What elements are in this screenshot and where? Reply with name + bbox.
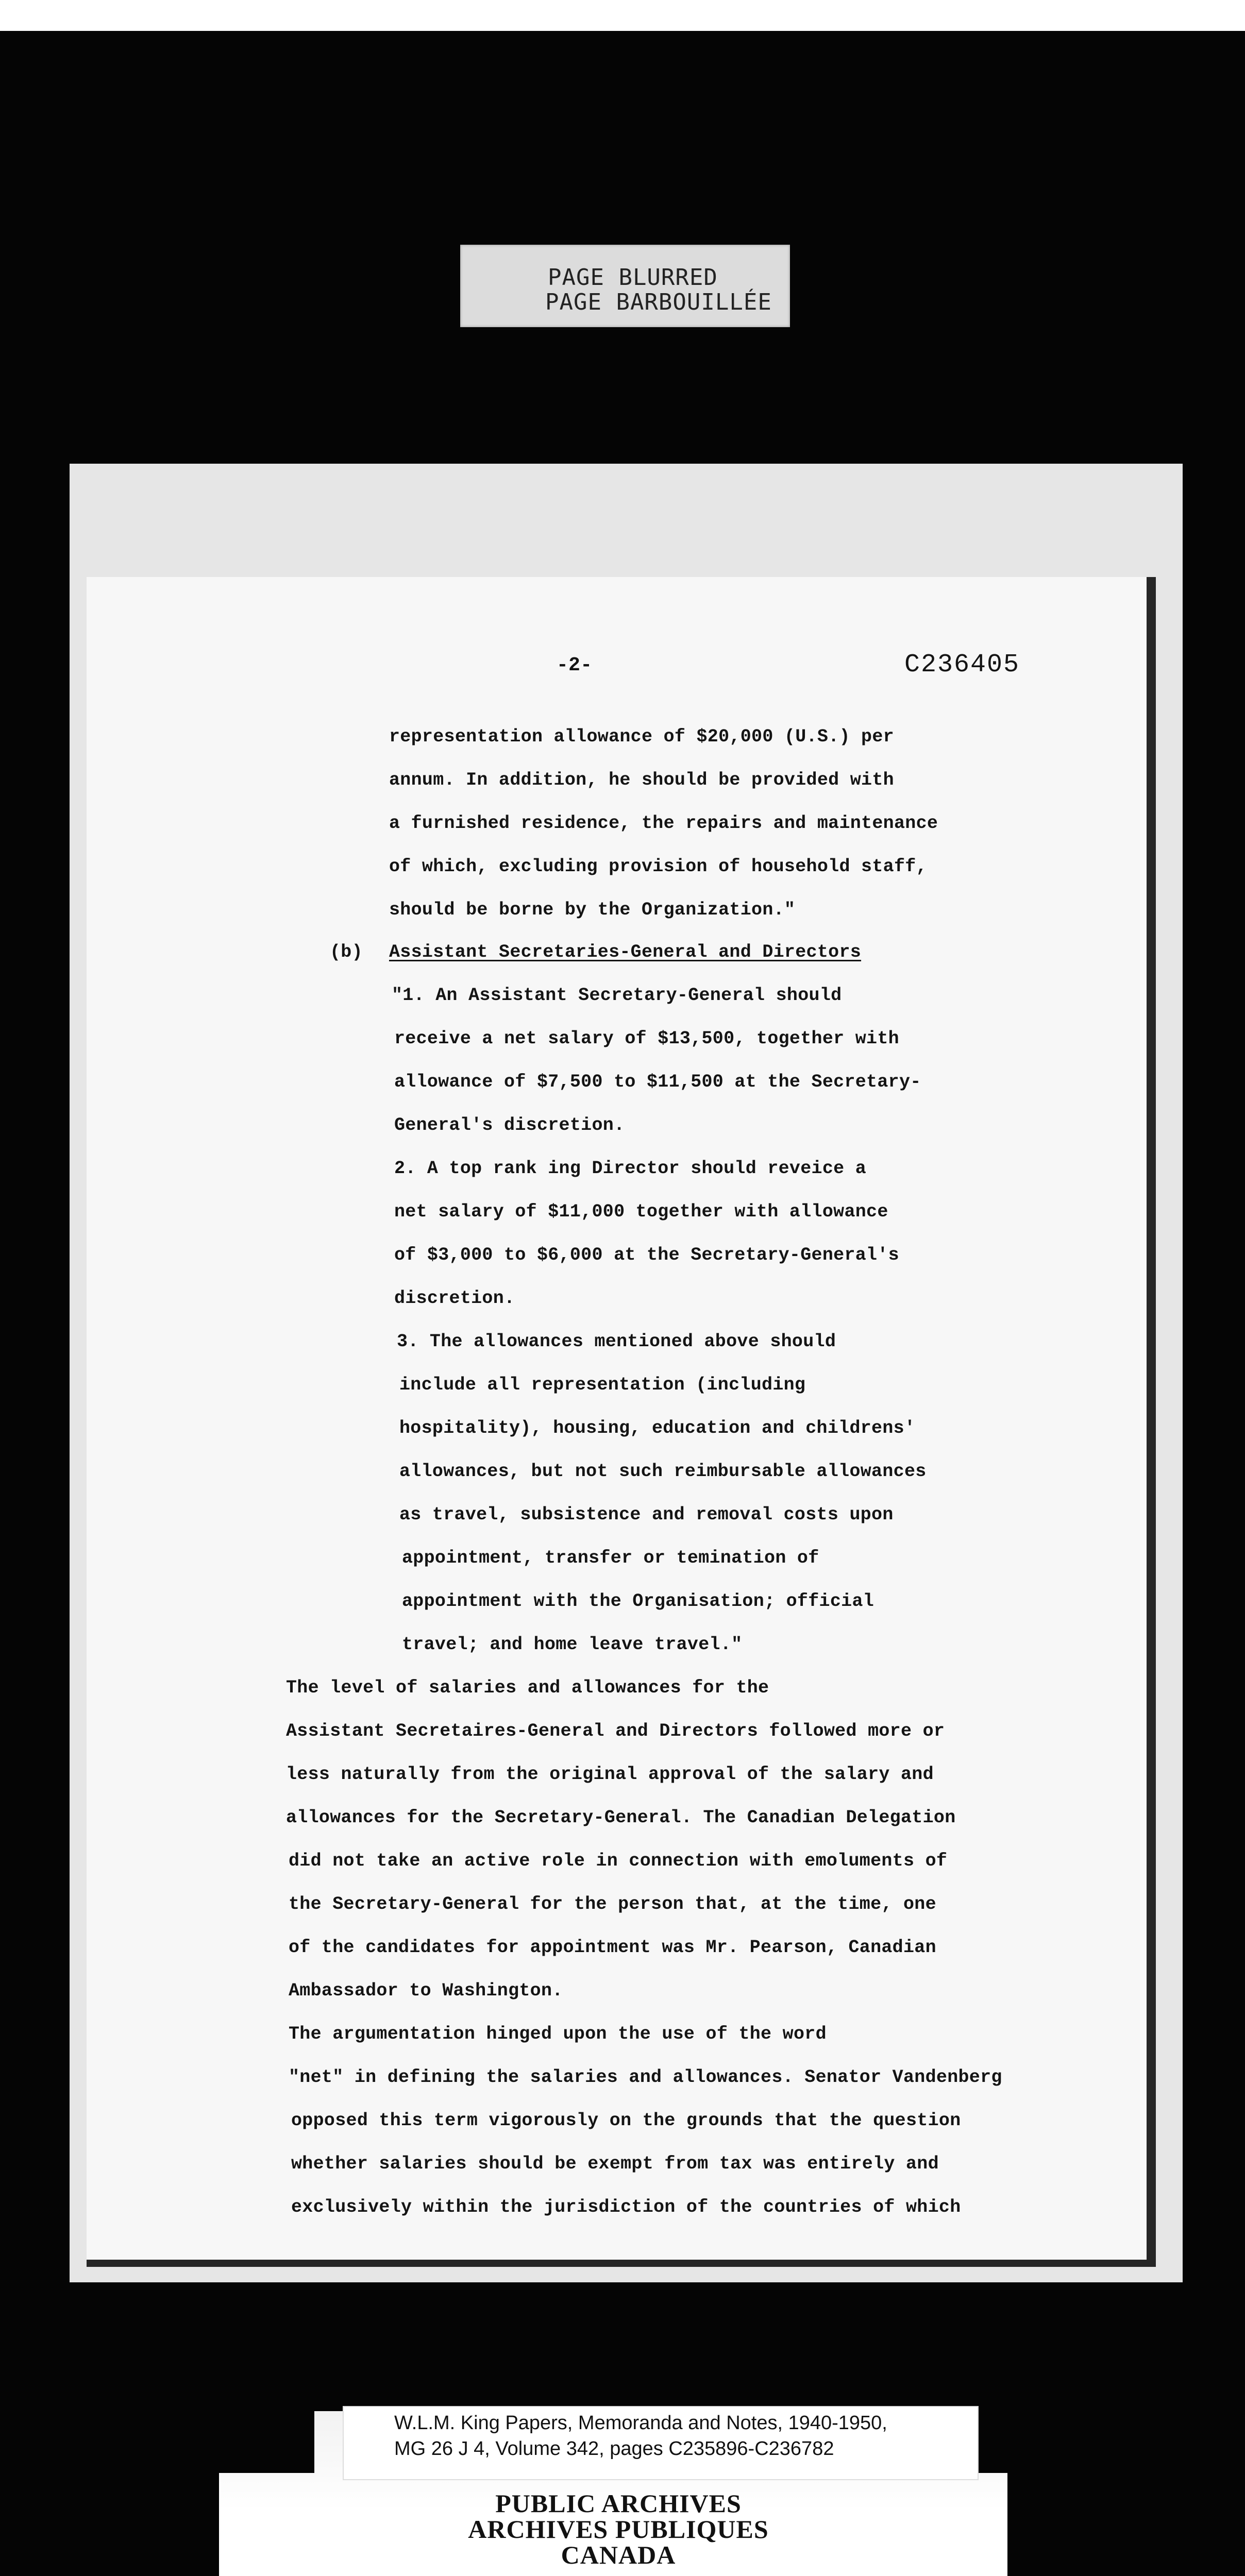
quoted-line: "1. An Assistant Secretary-General should [392, 985, 842, 1006]
quoted-line: as travel, subsistence and removal costs upon [399, 1504, 894, 1525]
section-marker: (b) [330, 942, 363, 962]
quoted-line: 3. The allowances mentioned above should [397, 1331, 836, 1352]
quoted-line: appointment with the Organisation; official [402, 1591, 874, 1612]
paragraph-line: whether salaries should be exempt from tax was entirely and [291, 2154, 939, 2174]
paragraph-line: The argumentation hinged upon the use of the word [289, 2024, 827, 2044]
footer-film-edge-right [978, 2411, 1007, 2473]
paragraph-line: the Secretary-General for the person that, at the time, one [289, 1894, 936, 1914]
archives-name-english: PUBLIC ARCHIVES [495, 2489, 742, 2518]
quoted-line: net salary of $11,000 together with allowance [394, 1201, 888, 1222]
blur-label-line-2: PAGE BARBOUILLÉE [545, 289, 772, 315]
quoted-line: 2. A top rank ing Director should reveice a [394, 1158, 867, 1179]
quoted-line: hospitality), housing, education and childrens' [399, 1418, 916, 1438]
footer-film-edge-left [219, 2411, 314, 2473]
quoted-line: discretion. [394, 1288, 515, 1309]
paragraph-line: opposed this term vigorously on the grounds that the question [291, 2110, 961, 2131]
document-code: C236405 [904, 650, 1020, 680]
quoted-line: receive a net salary of $13,500, together with [394, 1028, 899, 1049]
page-blurred-label [460, 245, 790, 327]
archives-name-french: ARCHIVES PUBLIQUES [468, 2515, 769, 2544]
paragraph-line: The level of salaries and allowances for the [286, 1677, 769, 1698]
quoted-line: travel; and home leave travel." [402, 1634, 743, 1655]
quoted-line: include all representation (including [399, 1375, 806, 1395]
quoted-line: allowance of $7,500 to $11,500 at the Secretary- [394, 1072, 921, 1092]
paragraph-line: less naturally from the original approval of the salary and [286, 1764, 934, 1785]
archives-country: CANADA [561, 2540, 676, 2569]
paragraph-line: of the candidates for appointment was Mr. Pearson, Canadian [289, 1937, 936, 1958]
body-line: of which, excluding provision of household staff, [389, 856, 927, 877]
body-line: representation allowance of $20,000 (U.S.) per [389, 726, 894, 747]
page-number: -2- [557, 654, 593, 676]
paragraph-line: Ambassador to Washington. [289, 1980, 563, 2001]
body-line: should be borne by the Organization." [389, 900, 796, 920]
quoted-line: General's discretion. [394, 1115, 625, 1136]
body-line: annum. In addition, he should be provided with [389, 770, 894, 790]
paragraph-line: did not take an active role in connection with emoluments of [289, 1851, 948, 1871]
paragraph-line: "net" in defining the salaries and allowances. Senator Vandenberg [289, 2067, 1002, 2088]
body-line: a furnished residence, the repairs and maintenance [389, 813, 938, 834]
paragraph-line: Assistant Secretaires-General and Directors followed more or [286, 1721, 945, 1741]
archive-reference-line-1: W.L.M. King Papers, Memoranda and Notes, 1940-1950, [394, 2412, 887, 2434]
archive-reference-line-2: MG 26 J 4, Volume 342, pages C235896-C236782 [394, 2438, 834, 2460]
quoted-line: allowances, but not such reimbursable allowances [399, 1461, 927, 1482]
quoted-line: of $3,000 to $6,000 at the Secretary-General's [394, 1245, 899, 1265]
quoted-line: appointment, transfer or temination of [402, 1548, 819, 1568]
section-heading: Assistant Secretaries-General and Directors [389, 942, 862, 962]
paragraph-line: allowances for the Secretary-General. The Canadian Delegation [286, 1807, 956, 1828]
paragraph-line: exclusively within the jurisdiction of the countries of which [291, 2197, 961, 2217]
blur-label-line-1: PAGE BLURRED [548, 264, 718, 291]
